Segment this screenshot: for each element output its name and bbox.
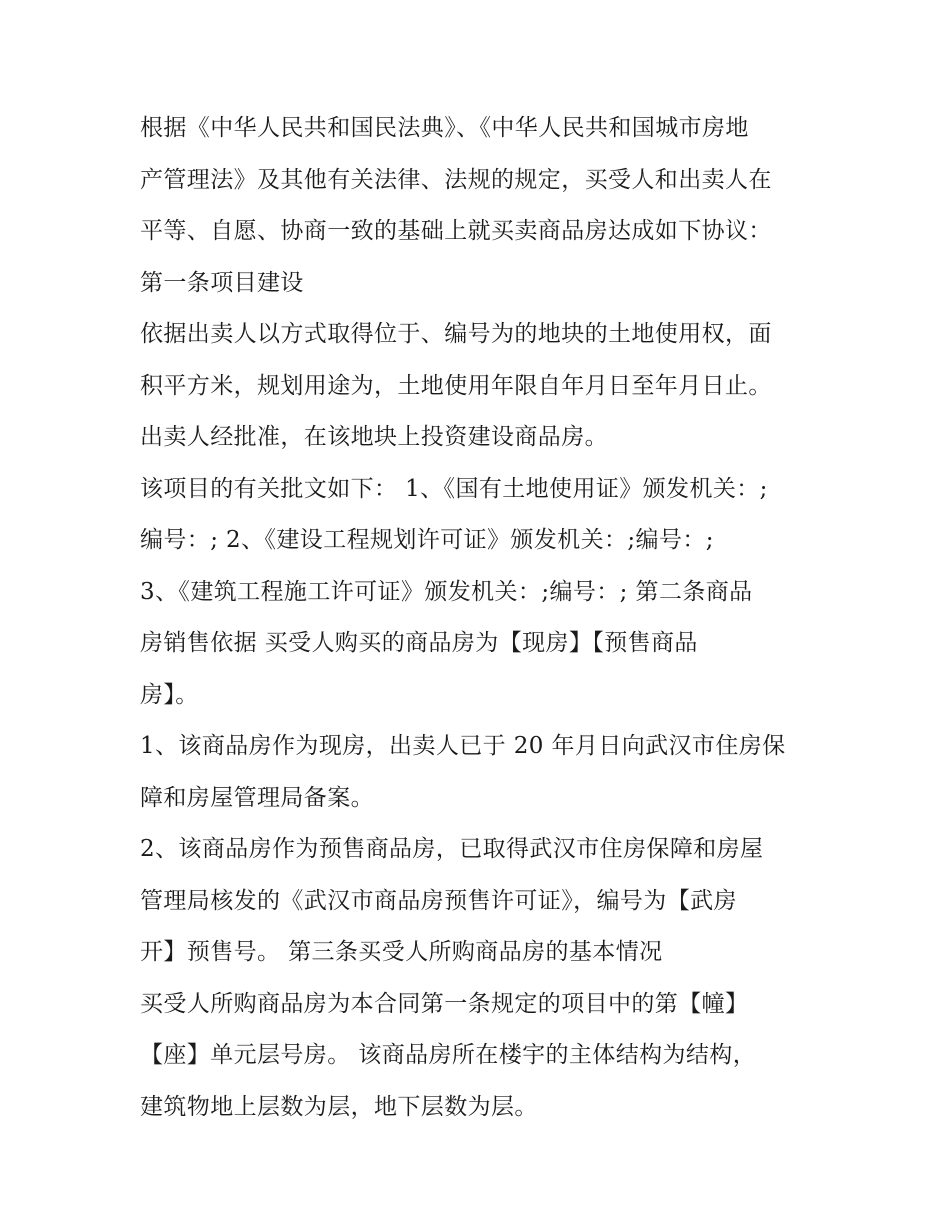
text-line: 编号：; 2、《建设工程规划许可证》颁发机关：;编号：; [140,527,714,553]
text-line: 管理局核发的《武汉市商品房预售许可证》，编号为【武房 [140,887,737,914]
text-line: 3、《建筑工程施工许可证》颁发机关：;编号：; 第二条商品 [140,578,753,605]
text-line: 产管理法》及其他有关法律、法规的规定，买受人和出卖人在 [140,166,772,193]
text-line: 障和房屋管理局备案。 [140,784,374,811]
text-line: 依据出卖人以方式取得位于、编号为的地块的土地使用权，面 [140,321,772,347]
document-body [140,103,820,1133]
text-line: 2、该商品房作为预售商品房，已取得武汉市住房保障和房屋 [140,836,764,862]
text-line: 房销售依据 买受人购买的商品房为【现房】【预售商品 [140,630,698,656]
text-line: 房】。 [140,681,199,708]
text-line: 开】预售号。 第三条买受人所购商品房的基本情况 [140,939,663,965]
section-heading: 第一条项目建设 [140,269,304,296]
text-line: 建筑物地上层数为层，地下层数为层。 [140,1093,538,1120]
text-line: 【座】单元层号房。 该商品房所在楼宇的主体结构为结构， [140,1042,757,1068]
text-line: 该项目的有关批文如下： 1、《国有土地使用证》颁发机关：; [140,475,768,502]
text-line: 出卖人经批准，在该地块上投资建设商品房。 [140,424,608,450]
text-line: 平等、自愿、协商一致的基础上就买卖商品房达成如下协议： [140,218,772,244]
text-line: 积平方米，规划用途为，土地使用年限自年月日至年月日止。 [140,372,772,399]
text-line: 买受人所购商品房为本合同第一条规定的项目中的第【幢】 [140,990,749,1017]
text-line: 1、该商品房作为现房，出卖人已于 20 年月日向武汉市住房保 [140,733,786,759]
text-line: 根据《中华人民共和国民法典》、《中华人民共和国城市房地 [140,115,749,141]
